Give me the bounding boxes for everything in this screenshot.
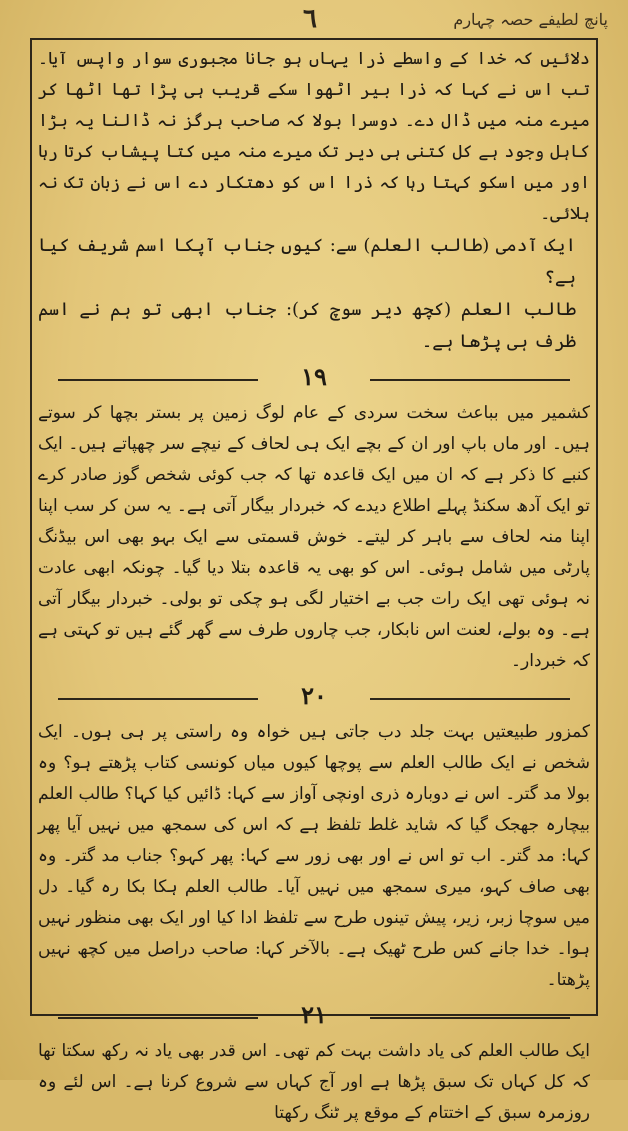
dialogue-line: طالب العلم (کچھ دیر سوچ کر): جناب ابھی تو ہم نے اسم ظرف ہی پڑھا ہے۔ [38, 299, 576, 352]
section-number: ٢١ [301, 1000, 327, 1029]
dialogue-line: ایک آدمی (طالب العلم) سے: کیوں جناب آپکا اسم شریف کیا ہے؟ [38, 235, 576, 288]
separator-rule [370, 1017, 570, 1019]
paragraph: دلائیں کہ خدا کے واسطے ذرا یہاں ہو جانا مجبوری سوار واپس آیا۔ تب اس نے کہا کہ ذرا بیر اٹھوا سکے قریب ہی پڑا تھا اٹھا کر میرے منہ میں ڈال دے۔ دوسرا بولا کہ صاحب ہرگز نہ ڈالنا یہ بڑا کاہل وجود ہے کل کتنی ہی دیر تک میرے منہ میں کتا پیشاب کرتا رہا اور میں اسکو کہتا رہا کہ ذرا اس کو دھتکار دے اس نے زبان تک نہ ہلائی۔ [38, 49, 590, 224]
section-separator [38, 1000, 590, 1034]
paragraph: کشمیر میں بباعث سخت سردی کے عام لوگ زمین پر بستر بچھا کر سوتے ہیں۔ اور ماں باپ اور ان کے بچے ایک ہی لحاف کے نیچے سر چھپاتے ہیں۔ ایک کنبے کا ذکر ہے کہ ان میں ایک قاعدہ تھا کہ جب کوئی شخص گوز صادر کرے تو ایک آدھ سکنڈ پہلے اطلاع دیدے کہ خبردار بیگار آتی ہے۔ یہ سن کر سب اپنا اپنا منہ لحاف سے باہر کر لیتے۔ خوش قسمتی سے ایک بہو بھی اس بیڈنگ پارٹی میں شامل ہوئی۔ اس کو بھی یہ قاعدہ بتلا دیا گیا۔ چونکہ ابھی عادت نہ ہوئی تھی ایک رات جب بے اختیار لگی ہو چکی تو بولی۔ خبردار بیگار آتی ہے۔ وہ بولے، لعنت اس نابکار، جب چاروں طرف سے گھر گئے ہیں تو کہتی ہے کہ خبردار۔ [38, 403, 590, 671]
section-20 [38, 717, 590, 996]
page-header [20, 4, 608, 40]
separator-rule [370, 379, 570, 381]
section-intro [38, 44, 590, 358]
section-21 [38, 1036, 590, 1129]
section-number: ٢٠ [301, 681, 327, 710]
page-content [38, 44, 590, 1131]
paragraph: کمزور طبیعتیں بہت جلد دب جاتی ہیں خواہ وہ راستی پر ہی ہوں۔ ایک شخص نے ایک طالب العلم سے پوچھا کیوں میاں کونسی کتاب پڑھتے ہو؟ وہ بولا مد گتر۔ اس نے دوبارہ ذری اونچی آواز سے کہا: ڈائیں کیا کہا؟ طالب العلم بیچارہ جھجک گیا کہ شاید غلط تلفظ ہے کہ اس کی سمجھ میں نہیں آیا پھر کہا: مد گتر۔ اب تو اس نے اور بھی زور سے کہا: پھر کہو؟ جناب مد گتر۔ وہ بھی صاف کہو، میری سمجھ میں نہیں آیا۔ طالب العلم ہکا بکا رہ گیا۔ دل میں سوچا زبر، زیر، پیش تینوں طرح سے تلفظ ادا کیا اور ایک بھی منظور نہیں ہوا۔ خدا جانے کس طرح ٹھیک ہے۔ بالآخر کہا: صاحب دراصل میں کچھ نہیں پڑھتا۔ [38, 722, 590, 990]
section-19 [38, 398, 590, 677]
paragraph: ایک طالب العلم کی یاد داشت بہت کم تھی۔ اس قدر بھی یاد نہ رکھ سکتا تھا کہ کل کہاں تک سبق پڑھا ہے اور آج کہاں سے شروع کرنا ہے۔ اس لئے وہ روزمرہ سبق کے اختتام کے موقع پر ٹنگ رکھتا [38, 1041, 590, 1123]
separator-rule [370, 698, 570, 700]
section-number: ١٩ [301, 362, 327, 391]
page-number: ٦ [303, 4, 317, 34]
section-separator [38, 362, 590, 396]
running-title: پانچ لطیفے حصہ چہارم [453, 10, 608, 29]
section-separator [38, 681, 590, 715]
